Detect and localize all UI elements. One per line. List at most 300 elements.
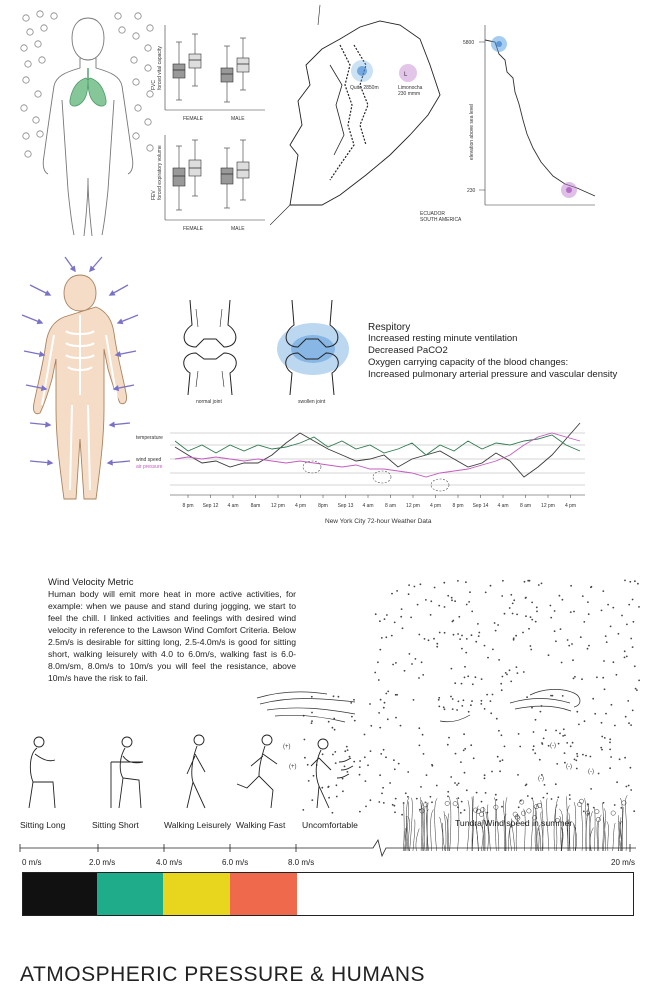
wind-dot	[626, 656, 628, 658]
wind-dot	[469, 591, 471, 593]
pressure-label: air pressure	[136, 464, 163, 470]
wind-dot	[510, 594, 512, 596]
wind-dot	[438, 699, 440, 701]
wind-dot	[428, 639, 430, 641]
wind-dot	[491, 771, 493, 773]
bubble-dot	[135, 13, 141, 19]
wind-dot	[562, 735, 564, 737]
bubble-dot	[51, 13, 57, 19]
bubble-dot	[25, 151, 31, 157]
wind-dot	[451, 599, 453, 601]
wind-dot	[471, 634, 473, 636]
wind-dot	[582, 595, 584, 597]
wind-dot	[498, 730, 500, 732]
wind-dot	[492, 694, 494, 696]
wind-dot	[444, 606, 446, 608]
wind-dot	[490, 700, 492, 702]
wind-dot	[477, 623, 479, 625]
wind-dot	[609, 767, 611, 769]
wind-dot	[395, 662, 397, 664]
wind-dot	[410, 617, 412, 619]
wind-dot	[583, 621, 585, 623]
wind-dot	[485, 792, 487, 794]
wind-dot	[466, 789, 468, 791]
box	[189, 54, 201, 68]
wind-dot	[572, 659, 574, 661]
wind-dot	[601, 736, 603, 738]
wind-dot	[627, 700, 629, 702]
wind-dot	[379, 727, 381, 729]
wind-dot	[539, 759, 541, 761]
wind-dot	[588, 613, 590, 615]
wind-dot	[475, 676, 477, 678]
wind-dot	[630, 638, 632, 640]
wind-dot	[500, 683, 502, 685]
wind-dot	[387, 691, 389, 693]
wind-dot	[409, 653, 411, 655]
wind-dot	[490, 585, 492, 587]
wind-dot	[425, 599, 427, 601]
wind-dot	[632, 599, 634, 601]
wind-dot	[380, 753, 382, 755]
wind-dot	[519, 746, 521, 748]
female-label: FEMALE	[183, 226, 204, 232]
bubble-dot	[133, 33, 139, 39]
wind-dot	[504, 746, 506, 748]
respiratory-panel	[368, 322, 648, 381]
x-tick-label: 8 pm	[182, 503, 194, 509]
bubble-dot	[133, 133, 139, 139]
wind-dot	[447, 791, 449, 793]
wind-dot	[424, 638, 426, 640]
wind-dot	[604, 688, 606, 690]
wind-dot	[502, 580, 504, 582]
wind-dot	[495, 630, 497, 632]
wind-dot	[433, 638, 435, 640]
wind-dot	[464, 748, 466, 750]
wind-dot	[499, 770, 501, 772]
wind-dot	[461, 683, 463, 685]
wind-dot	[464, 666, 466, 668]
bubble-dot	[41, 25, 47, 31]
wind-dot	[430, 600, 432, 602]
wind-dot	[467, 675, 469, 677]
wind-dot	[450, 776, 452, 778]
wind-dot	[485, 592, 487, 594]
wind-dot	[550, 605, 552, 607]
wind-dot	[414, 586, 416, 588]
fvc-axis-label: FVCforced vital capacity	[151, 46, 163, 90]
pressure-arrow-head	[46, 423, 50, 427]
bubble-dot	[21, 105, 27, 111]
wind-dot	[391, 635, 393, 637]
bubble-dot	[131, 57, 137, 63]
wind-dot	[411, 663, 413, 665]
wind-dot	[492, 649, 494, 651]
wind-dot	[422, 674, 424, 676]
bubble-dot	[23, 15, 29, 21]
respiratory-line: Decreased PaCO2	[368, 345, 448, 356]
wind-dot	[585, 755, 587, 757]
wind-dot	[367, 764, 369, 766]
site1-label: Quito 2850m	[350, 85, 379, 91]
metric-panel	[48, 577, 296, 684]
wind-dot	[481, 700, 483, 702]
wind-dot	[626, 624, 628, 626]
wind-dot	[638, 680, 640, 682]
wind-dot	[552, 695, 554, 697]
wind-dot	[463, 733, 465, 735]
wind-dot	[577, 755, 579, 757]
wind-dot	[484, 777, 486, 779]
wind-dot	[419, 745, 421, 747]
wind-dot	[382, 787, 384, 789]
wind-dot	[379, 774, 381, 776]
wind-dot	[394, 805, 396, 807]
wind-dot	[400, 725, 402, 727]
wind-dot	[624, 580, 626, 582]
wind-dot	[610, 626, 612, 628]
ecuador-map	[270, 5, 470, 230]
grass-head	[521, 811, 525, 815]
wind-dot	[564, 752, 566, 754]
wind-dot	[634, 665, 636, 667]
wind-dot	[452, 708, 454, 710]
wind-dot	[375, 613, 377, 615]
wind-dot	[540, 711, 542, 713]
wind-dot	[383, 707, 385, 709]
wind-dot	[506, 674, 508, 676]
box	[221, 68, 233, 82]
wind-dot	[423, 753, 425, 755]
x-tick-label: Sep 14	[472, 503, 489, 509]
bubble-dot	[33, 117, 39, 123]
wind-dot	[616, 781, 618, 783]
wind-dot	[637, 583, 639, 585]
wind-dot	[526, 696, 528, 698]
x-tick-label: 12 pm	[271, 503, 285, 509]
bubble-dot	[119, 27, 125, 33]
wind-dot	[439, 632, 441, 634]
wind-dot	[525, 615, 527, 617]
x-tick-label: 8 am	[384, 503, 397, 509]
x-tick-label: 8am	[250, 503, 261, 509]
wind-dot	[531, 707, 533, 709]
wind-dot	[444, 708, 446, 710]
activity-walking-leisurely: Walking Leisurely	[164, 820, 232, 830]
wind-dot	[384, 702, 386, 704]
wind-dot	[573, 678, 575, 680]
wind-dot	[387, 718, 389, 720]
wind-dot	[555, 640, 557, 642]
wind-streaks	[255, 690, 375, 730]
wind-dot	[525, 785, 527, 787]
wind-dot	[594, 713, 596, 715]
wind-dot	[426, 774, 428, 776]
wind-dot	[383, 749, 385, 751]
wind-dot	[560, 628, 562, 630]
wind-dot	[463, 750, 465, 752]
wind-dot	[365, 806, 367, 808]
wind-dot	[590, 756, 592, 758]
box	[173, 64, 185, 78]
elevation-axis-label: elevation above sea level	[469, 103, 475, 160]
wind-dot	[515, 635, 517, 637]
wind-dot	[619, 758, 621, 760]
color-segment-walking-leisurely	[163, 873, 230, 915]
wind-dot	[461, 705, 463, 707]
wind-dot	[502, 759, 504, 761]
color-segment-walking-fast	[230, 873, 297, 915]
wind-dot	[407, 771, 409, 773]
wind-dot	[523, 671, 525, 673]
wind-dot	[457, 580, 459, 582]
pressure-arrow-head	[48, 461, 52, 465]
wind-dot	[395, 717, 397, 719]
wind-dot	[443, 582, 445, 584]
pressure-arrow-head	[110, 423, 114, 427]
wind-dot	[496, 718, 498, 720]
respiratory-line: Oxygen carrying capacity of the blood changes:	[368, 357, 569, 368]
bubble-dot	[135, 105, 141, 111]
wind-dot	[570, 745, 572, 747]
box	[173, 168, 185, 186]
wind-dot	[451, 668, 453, 670]
wind-dot	[624, 657, 626, 659]
wind-dot	[408, 584, 410, 586]
wind-dot	[538, 584, 540, 586]
wind-dot	[535, 719, 537, 721]
wind-dot	[418, 727, 420, 729]
wind-dot	[531, 619, 533, 621]
pressure-arrow-head	[40, 352, 44, 356]
wind-dot	[533, 731, 535, 733]
wind-dot	[494, 622, 496, 624]
wind-dot	[453, 634, 455, 636]
wind-dot	[541, 583, 543, 585]
wind-dot	[481, 678, 483, 680]
wind-dot	[480, 703, 482, 705]
wind-dot	[609, 749, 611, 751]
wind-dot	[572, 742, 574, 744]
wind-dot	[603, 660, 605, 662]
wind-dot	[438, 697, 440, 699]
wind-dot	[545, 729, 547, 731]
elevation-profile	[455, 20, 605, 215]
wind-dot	[478, 632, 480, 634]
wind-dot	[420, 583, 422, 585]
bubble-dot	[39, 57, 45, 63]
wind-dot	[499, 760, 501, 762]
wind-dot	[530, 616, 532, 618]
pressure-arrow-head	[118, 320, 122, 324]
swollen-joint-label: swollen joint	[298, 399, 326, 405]
wind-dot	[370, 799, 372, 801]
wind-dot	[527, 580, 529, 582]
box	[221, 168, 233, 184]
wind-dot	[530, 645, 532, 647]
wind-dot	[530, 649, 532, 651]
wind-dot	[501, 595, 503, 597]
wind-dot	[466, 604, 468, 606]
wind-dot	[592, 698, 594, 700]
wind-dot	[381, 637, 383, 639]
wind-dot	[394, 811, 396, 813]
swollen-joint	[268, 295, 358, 405]
wind-dot	[581, 678, 583, 680]
map-caption: ECUADOR SOUTH AMERICA	[420, 211, 462, 223]
wind-dot	[468, 711, 470, 713]
pressure-arrow-head	[46, 291, 50, 295]
wind-dot	[633, 621, 635, 623]
weather-caption: New York City 72-hour Weather Data	[325, 518, 432, 525]
grass-head	[453, 802, 457, 806]
wind-dot	[392, 664, 394, 666]
male-label: MALE	[231, 116, 245, 122]
wind-dot	[605, 635, 607, 637]
wind-dot	[601, 610, 603, 612]
wind-dot	[418, 634, 420, 636]
wind-dot	[516, 614, 518, 616]
wind-dot	[461, 648, 463, 650]
bubble-dot	[37, 11, 43, 17]
color-segment-sitting-long	[23, 873, 97, 915]
wind-dot	[422, 734, 424, 736]
wind-dot	[465, 581, 467, 583]
wind-dot	[554, 610, 556, 612]
wind-dot	[580, 636, 582, 638]
normal-joint	[170, 295, 250, 405]
wind-dot	[404, 670, 406, 672]
wind-dot	[394, 768, 396, 770]
wind-dot	[497, 624, 499, 626]
annotation-plus: (+)	[289, 764, 297, 770]
wind-dot	[568, 645, 570, 647]
wind-dot	[555, 783, 557, 785]
temperature-label: temperature	[136, 435, 163, 441]
wind-dot	[490, 712, 492, 714]
wind-dot	[476, 792, 478, 794]
wind-color-bar	[22, 872, 634, 916]
wind-dot	[484, 708, 486, 710]
wind-dot	[413, 699, 415, 701]
wind-dot	[574, 759, 576, 761]
wind-dot	[630, 789, 632, 791]
wind-dot	[436, 646, 438, 648]
skeleton-figure	[20, 255, 140, 505]
wind-dot	[544, 784, 546, 786]
bubble-dot	[21, 45, 27, 51]
wind-dot	[471, 611, 473, 613]
bubble-dot	[25, 61, 31, 67]
wind-dot	[609, 742, 611, 744]
x-tick-label: 8 am	[519, 503, 532, 509]
color-segment-uncomfortable	[297, 873, 633, 915]
x-tick-label: 12 pm	[406, 503, 420, 509]
scale-tick: 0 m/s	[22, 858, 42, 867]
wind-dot	[562, 695, 564, 697]
wind-dot	[458, 783, 460, 785]
elevation-tick-230: 230	[467, 188, 476, 194]
wind-dot	[395, 798, 397, 800]
bubble-dot	[115, 13, 121, 19]
grass-head	[481, 807, 485, 811]
pressure-arrow-head	[110, 291, 114, 295]
wind-dot	[470, 744, 472, 746]
x-tick-label: 4 am	[362, 503, 374, 509]
wind-dot	[613, 661, 615, 663]
wind-dot	[630, 767, 632, 769]
wind-dot	[378, 712, 380, 714]
wind-dot	[464, 772, 466, 774]
wind-dot	[472, 683, 474, 685]
x-tick-label: 4 pm	[294, 503, 307, 509]
wind-dot	[473, 757, 475, 759]
wind-dot	[484, 645, 486, 647]
wind-dot	[559, 595, 561, 597]
wind-dot	[470, 704, 472, 706]
wind-dot	[379, 649, 381, 651]
wind-dot	[451, 597, 453, 599]
activity-sitting-long: Sitting Long	[20, 820, 66, 830]
wind-dot	[607, 604, 609, 606]
wind-dot	[454, 682, 456, 684]
scale-tick: 2.0 m/s	[89, 858, 116, 867]
wind-dot	[574, 676, 576, 678]
wind-dot	[478, 635, 480, 637]
wind-dot	[528, 628, 530, 630]
bubble-dot	[23, 77, 29, 83]
wind-dot	[590, 586, 592, 588]
wind-dot	[452, 621, 454, 623]
tundra-label: Tundra Wind speed in summer	[455, 818, 573, 828]
wind-dot	[584, 720, 586, 722]
wind-dot	[378, 801, 380, 803]
wind-dot	[625, 716, 627, 718]
respiratory-title: Respitory	[368, 322, 411, 333]
wind-dot	[543, 738, 545, 740]
wind-dot	[364, 756, 366, 758]
wind-dot	[389, 782, 391, 784]
wind-dot	[632, 710, 634, 712]
wind-dot	[588, 645, 590, 647]
wind-dot	[400, 616, 402, 618]
wind-dot	[501, 689, 503, 691]
wind-dot	[386, 614, 388, 616]
wind-dot	[504, 613, 506, 615]
wind-dot	[531, 602, 533, 604]
wind-dot	[395, 694, 397, 696]
wind-dot	[452, 698, 454, 700]
wind-dot	[576, 753, 578, 755]
fev-axis-label: FEVforced expiratory volume	[151, 145, 163, 200]
wind-dot	[454, 600, 456, 602]
respiratory-line: Increased pulmonary arterial pressure and vascular density	[368, 369, 618, 380]
wind-dot	[512, 603, 514, 605]
wind-dot	[561, 662, 563, 664]
page-title: ATMOSPHERIC PRESSURE & HUMANS	[20, 963, 425, 986]
wind-dot	[555, 730, 557, 732]
annotation-minus: (-)	[550, 743, 556, 749]
grass-head	[595, 809, 599, 813]
wind-dot	[628, 785, 630, 787]
grass-head	[445, 801, 449, 805]
bubble-dot	[133, 79, 139, 85]
wind-dot	[614, 725, 616, 727]
respiratory-line: Increased resting minute ventilation	[368, 333, 518, 344]
annotation-minus: (-)	[538, 776, 544, 782]
wind-dot	[468, 601, 470, 603]
